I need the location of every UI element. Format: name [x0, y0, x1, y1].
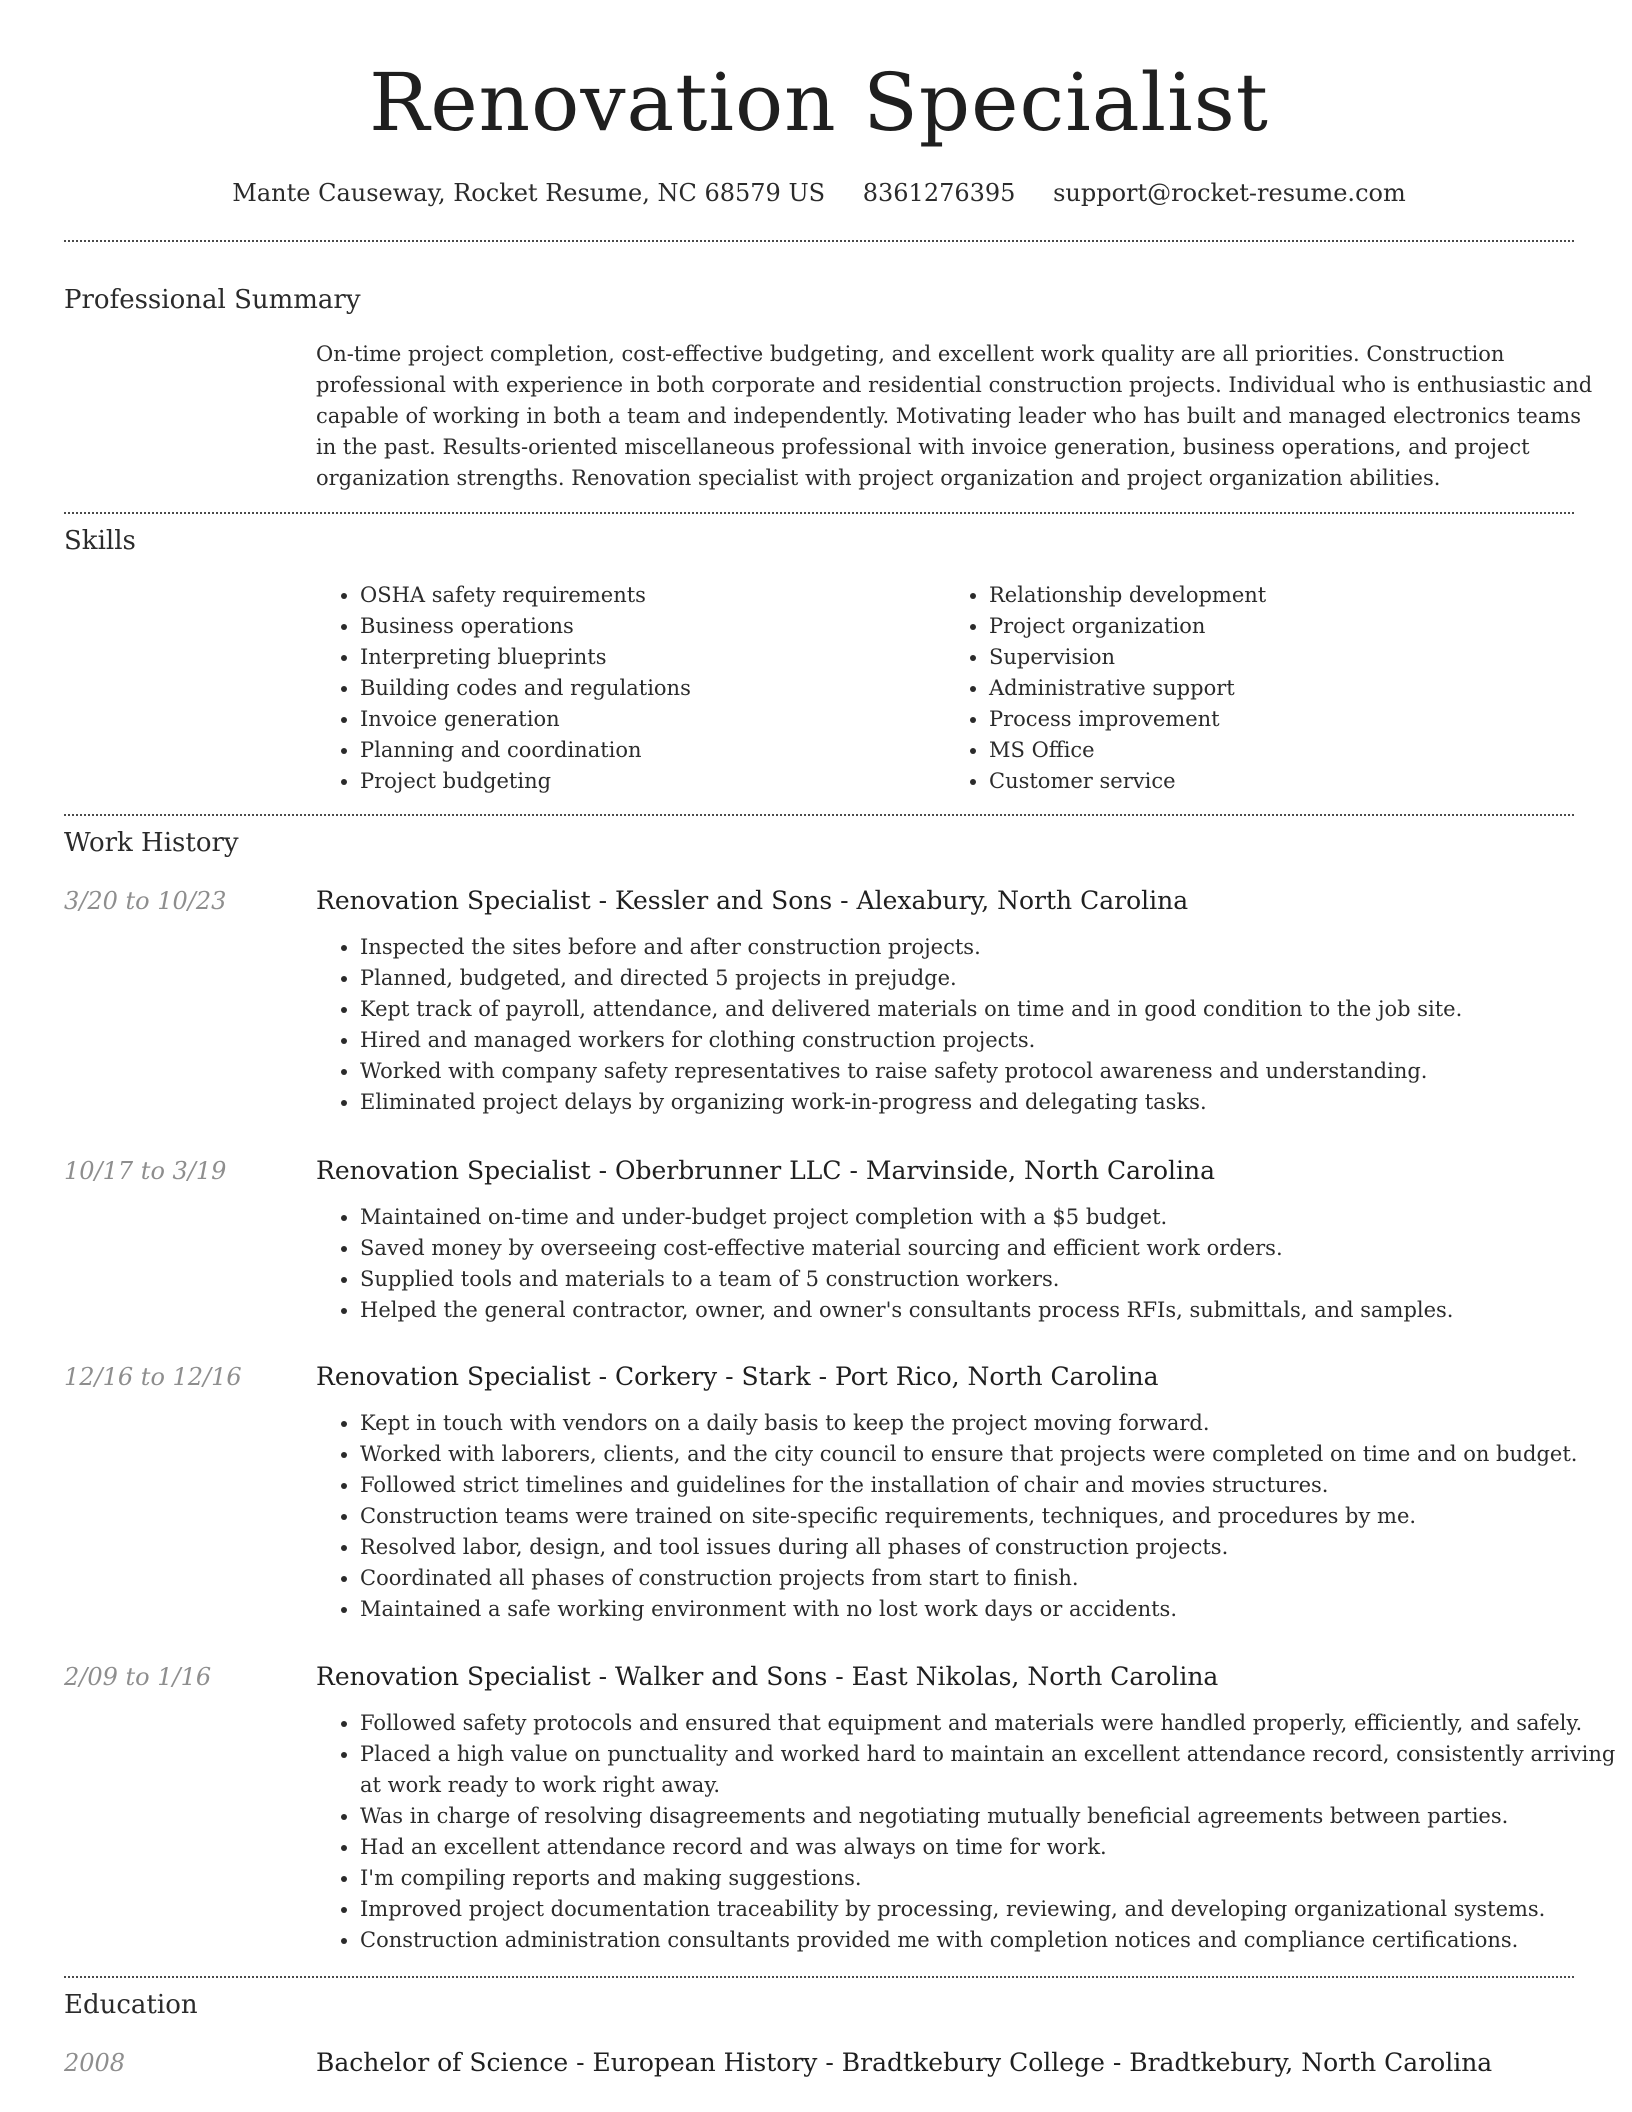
skills-heading: Skills: [64, 526, 136, 556]
job-bullets: [316, 1202, 1618, 1326]
job-bullet: • Inspected the sites before and after construction projects.: [360, 932, 1618, 963]
resume-name: Renovation Specialist: [369, 56, 1269, 149]
skill-item: • Supervision: [989, 642, 1574, 673]
job-dates: 12/16 to 12/16: [64, 1363, 242, 1391]
job-bullet: • Resolved labor, design, and tool issues during all phases of construction projects.: [360, 1532, 1618, 1563]
skill-item: • Relationship development: [989, 580, 1574, 611]
divider: [64, 1976, 1574, 1978]
job-title: Renovation Specialist - Corkery - Stark - Port Rico, North Carolina: [316, 1362, 1159, 1391]
resume-page: [64, 0, 1616, 2077]
skill-item: • Project organization: [989, 611, 1574, 642]
job-bullets: [316, 932, 1618, 1118]
skills-section: [64, 524, 1574, 793]
job-bullet: • Was in charge of resolving disagreements and negotiating mutually beneficial agreements between parties.: [360, 1801, 1618, 1832]
job-dates: 3/20 to 10/23: [64, 887, 227, 915]
job-bullet: • Kept in touch with vendors on a daily basis to keep the project moving forward.: [360, 1408, 1618, 1439]
divider: [64, 512, 1574, 514]
job-bullet: • Followed safety protocols and ensured that equipment and materials were handled properly, efficiently, and safely.: [360, 1708, 1618, 1739]
skill-item: • Business operations: [360, 611, 945, 642]
job-bullet: • Had an excellent attendance record and was always on time for work.: [360, 1832, 1618, 1863]
job-bullet: • Saved money by overseeing cost-effective material sourcing and efficient work orders.: [360, 1233, 1618, 1264]
skill-item: • Administrative support: [989, 673, 1574, 704]
job-title: Renovation Specialist - Oberbrunner LLC - Marvinside, North Carolina: [316, 1156, 1216, 1185]
job-bullet: • Maintained on-time and under-budget project completion with a $5 budget.: [360, 1202, 1618, 1233]
job-bullets: [316, 1708, 1618, 1956]
summary-section: [64, 283, 1593, 490]
job-dates: 10/17 to 3/19: [64, 1157, 227, 1185]
work-section: [64, 826, 1616, 1952]
job-bullet: • Hired and managed workers for clothing construction projects.: [360, 1025, 1618, 1056]
job-title: Renovation Specialist - Kessler and Sons - Alexabury, North Carolina: [316, 886, 1189, 915]
job-bullet: • I'm compiling reports and making suggestions.: [360, 1863, 1618, 1894]
skill-item: • Process improvement: [989, 704, 1574, 735]
skill-item: • MS Office: [989, 735, 1574, 766]
skill-item: • Planning and coordination: [360, 735, 945, 766]
job-bullet: • Coordinated all phases of construction projects from start to finish.: [360, 1563, 1618, 1594]
job-bullets: [316, 1408, 1618, 1625]
job-bullet: • Placed a high value on punctuality and worked hard to maintain an excellent attendance record, consistently arriving at work ready to work right away.: [360, 1739, 1618, 1801]
skill-item: • Customer service: [989, 766, 1574, 797]
contact-phone: 8361276395: [862, 179, 1016, 207]
contact-line: [64, 176, 1574, 210]
divider: [64, 240, 1574, 242]
job-bullet: • Improved project documentation traceability by processing, reviewing, and developing organizational systems.: [360, 1894, 1618, 1925]
job-bullet: • Worked with company safety representatives to raise safety protocol awareness and understanding.: [360, 1056, 1618, 1087]
job-bullet: • Supplied tools and materials to a team of 5 construction workers.: [360, 1264, 1618, 1295]
skills-list: [316, 580, 1574, 797]
summary-heading: Professional Summary: [64, 285, 361, 315]
job-bullet: • Planned, budgeted, and directed 5 projects in prejudge.: [360, 963, 1618, 994]
skills-column-right: [945, 580, 1574, 797]
job-bullet: • Eliminated project delays by organizing work-in-progress and delegating tasks.: [360, 1087, 1618, 1118]
skill-item: • Invoice generation: [360, 704, 945, 735]
skills-column-left: [316, 580, 945, 797]
education-degree: Bachelor of Science - European History - Bradtkebury College - Bradtkebury, North Carolina: [316, 2048, 1493, 2077]
job-bullet: • Construction teams were trained on site-specific requirements, techniques, and procedures by me.: [360, 1501, 1618, 1532]
skill-item: • Interpreting blueprints: [360, 642, 945, 673]
summary-text: On-time project completion, cost-effective budgeting, and excellent work quality are all priorities. Construction professional with experience in both corporate and residential construction projects. Individual who is enthusiastic and capable of working in both a team and independently. Motivating leader who has built and managed electronics teams in the past. Results-oriented miscellaneous professional with invoice generation, business operations, and project organization strengths. Renovation specialist with project organization and project organization abilities.: [316, 342, 1593, 490]
education-section: [64, 1988, 1574, 2077]
job-bullet: • Followed strict timelines and guidelines for the installation of chair and movies structures.: [360, 1470, 1618, 1501]
job-bullet: • Helped the general contractor, owner, and owner's consultants process RFIs, submittals, and samples.: [360, 1295, 1618, 1326]
skill-item: • OSHA safety requirements: [360, 580, 945, 611]
work-heading: Work History: [64, 828, 239, 858]
education-year: 2008: [64, 2049, 126, 2077]
job-bullet: • Construction administration consultants provided me with completion notices and compliance certifications.: [360, 1925, 1618, 1956]
job-title: Renovation Specialist - Walker and Sons - East Nikolas, North Carolina: [316, 1662, 1219, 1691]
skill-item: • Building codes and regulations: [360, 673, 945, 704]
job-bullet: • Worked with laborers, clients, and the city council to ensure that projects were completed on time and on budget.: [360, 1439, 1618, 1470]
job-dates: 2/09 to 1/16: [64, 1663, 212, 1691]
contact-email: support@rocket-resume.com: [1053, 179, 1406, 207]
job-bullet: • Kept track of payroll, attendance, and delivered materials on time and in good condition to the job site.: [360, 994, 1618, 1025]
divider: [64, 814, 1574, 816]
job-bullet: • Maintained a safe working environment with no lost work days or accidents.: [360, 1594, 1618, 1625]
education-heading: Education: [64, 1990, 198, 2020]
contact-address: Mante Causeway, Rocket Resume, NC 68579 US: [232, 179, 826, 207]
skill-item: • Project budgeting: [360, 766, 945, 797]
